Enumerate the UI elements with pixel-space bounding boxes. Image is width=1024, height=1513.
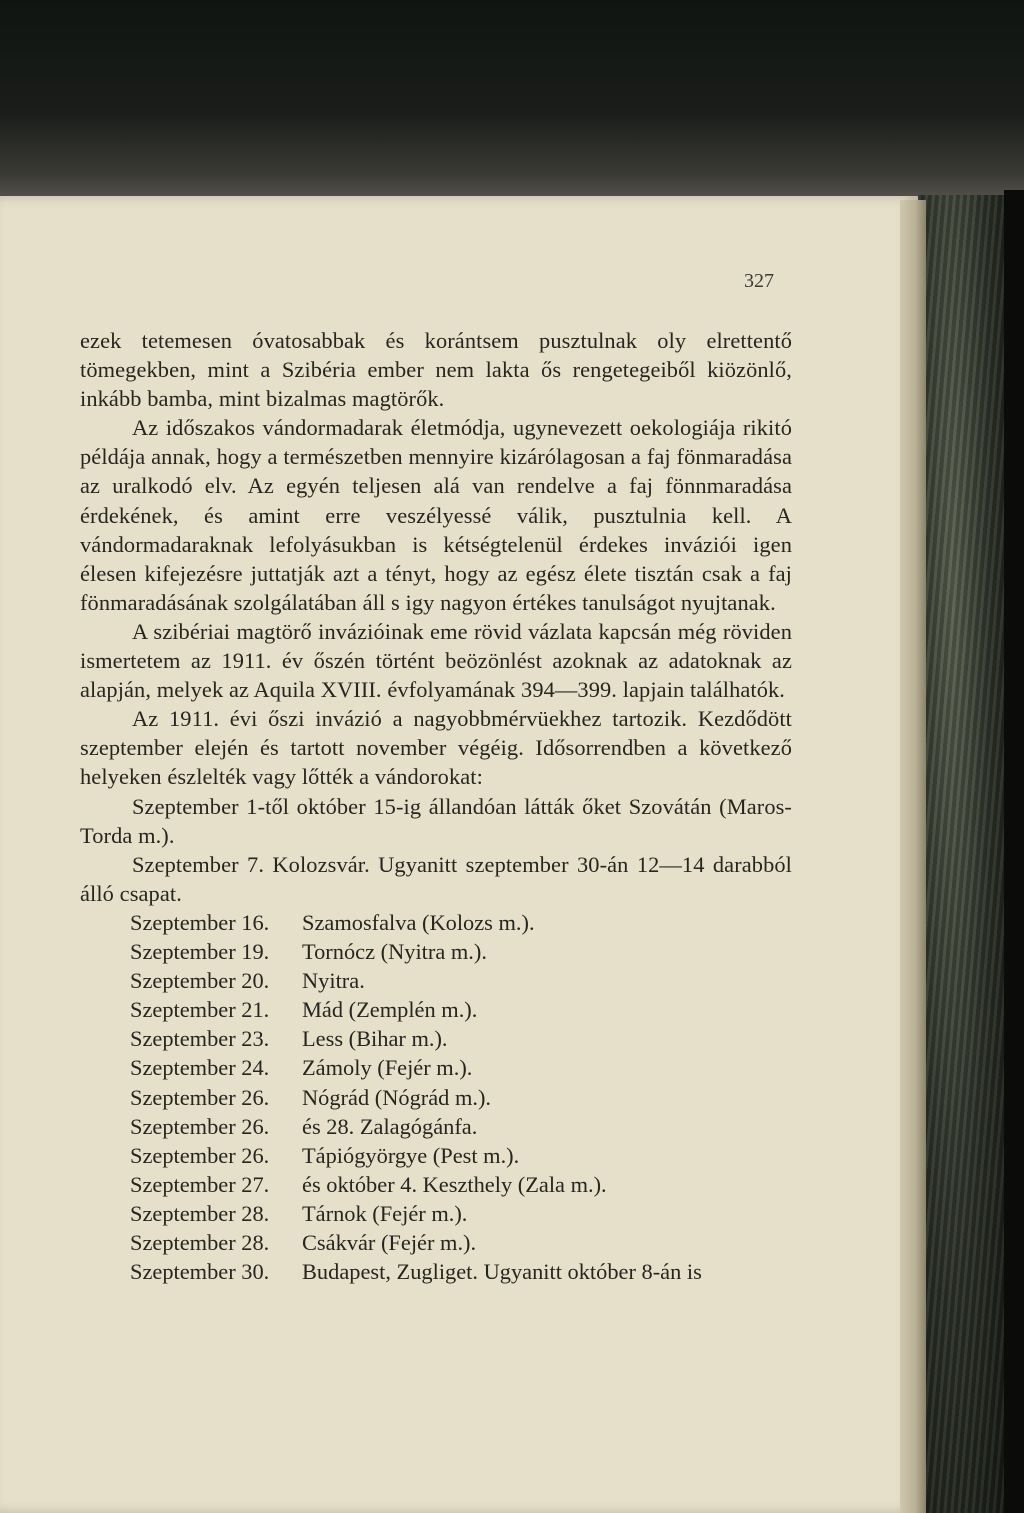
list-item-date: Szeptember 16.: [130, 910, 270, 935]
list-item-place: és 28. Zalagógánfa.: [302, 1113, 478, 1139]
list-item-date: Szeptember 27.: [130, 1171, 270, 1197]
list-item-place: Csákvár (Fejér m.).: [302, 1230, 477, 1256]
list-item-place: Zámoly (Fejér m.).: [302, 1055, 473, 1081]
list-item: [130, 1199, 830, 1228]
list-item: [130, 1170, 830, 1199]
list-item-place: Nógrád (Nógrád m.).: [302, 1084, 492, 1110]
page-number: 327: [744, 270, 774, 292]
list-item-date: Szeptember 20.: [130, 968, 270, 994]
list-item: [130, 1083, 830, 1112]
list-item-date: Szeptember 19.: [130, 939, 270, 965]
list-item: [130, 1112, 830, 1141]
paragraph: Az időszakos vándormadarak életmódja, ugynevezett oekologiája rikitó példája annak, hogy a természetben mennyire kizárólagosan a faj fönmaradása az uralkodó elv. Az egyén teljesen alá van rendelve a faj fönnmaradása érdekének, és amint erre veszélyessé válik, pusztulnia kell. A vándormadaraknak lefolyásukban is kétségtelenül érdekes inváziói igen élesen kifejezésre juttatják azt a tényt, hogy az egész élete tisztán csak a faj fönmaradásának szolgálatában áll s igy nagyon értékes tanulságot nyujtanak.: [80, 415, 792, 615]
list-item-place: Tárnok (Fejér m.).: [302, 1200, 468, 1226]
body-text: [80, 326, 792, 908]
list-item-date: Szeptember 26.: [130, 1113, 270, 1139]
list-item-place: Mád (Zemplén m.).: [302, 997, 478, 1023]
paragraph: A szibériai magtörő invázióinak eme rövid vázlata kapcsán még röviden ismertetem az 1911. év őszén történt beözönlést azoknak az adatoknak az alapján, melyek az Aquila XVIII. évfolyamának 394—399. lapjain találhatók.: [80, 618, 792, 703]
list-item: [130, 1141, 830, 1170]
list-item: [130, 1257, 830, 1286]
list-item-date: Szeptember 23.: [130, 1026, 270, 1052]
paragraph: Szeptember 7. Kolozsvár. Ugyanitt szeptember 30-án 12—14 darabból álló csapat.: [80, 851, 792, 906]
list-item-date: Szeptember 28.: [130, 1200, 270, 1226]
list-item-place: Szamosfalva (Kolozs m.).: [302, 910, 535, 935]
list-item-date: Szeptember 24.: [130, 1055, 270, 1081]
list-item-date: Szeptember 30.: [130, 1259, 270, 1285]
list-item-place: és október 4. Keszthely (Zala m.).: [302, 1171, 607, 1197]
list-item: [130, 1228, 830, 1257]
list-item: [130, 1053, 830, 1082]
list-item-date: Szeptember 26.: [130, 1084, 270, 1110]
list-item-place: Less (Bihar m.).: [302, 1026, 448, 1052]
list-item-place: Tornócz (Nyitra m.).: [302, 939, 487, 965]
list-item: [130, 995, 830, 1024]
page-stack-edge: [900, 200, 926, 1513]
list-item-date: Szeptember 26.: [130, 1142, 270, 1168]
paragraph: ezek tetemesen óvatosabbak és korántsem pusztulnak oly elrettentő tömegekben, mint a Szibéria ember nem lakta ős rengetegeiből kiözönlő, inkább bamba, mint bizalmas magtörők.: [80, 328, 792, 412]
list-item-date: Szeptember 21.: [130, 997, 270, 1023]
list-item: [130, 937, 830, 966]
list-item-place: Budapest, Zugliget. Ugyanitt október 8-án is: [302, 1259, 702, 1285]
background-shadow: [0, 0, 1024, 205]
paragraph: Az 1911. évi őszi invázió a nagyobbmérvüekhez tartozik. Kezdődött szeptember elején és tartott november végéig. Idősorrendben a következő helyeken észlelték vagy lőtték a vándorokat:: [80, 706, 792, 790]
list-item: [130, 966, 830, 995]
list-item-date: Szeptember 28.: [130, 1230, 270, 1256]
book-cover-edge: [1004, 190, 1024, 1513]
list-item: [130, 908, 830, 937]
list-item-place: Tápiógyörgye (Pest m.).: [302, 1142, 520, 1168]
sightings-list: [130, 908, 830, 1286]
list-item: [130, 1024, 830, 1053]
paragraph: Szeptember 1-től október 15-ig állandóan látták őket Szovátán (Maros-Torda m.).: [80, 793, 792, 848]
book-cover-marbled: [918, 195, 1004, 1513]
list-item-place: Nyitra.: [302, 968, 365, 994]
